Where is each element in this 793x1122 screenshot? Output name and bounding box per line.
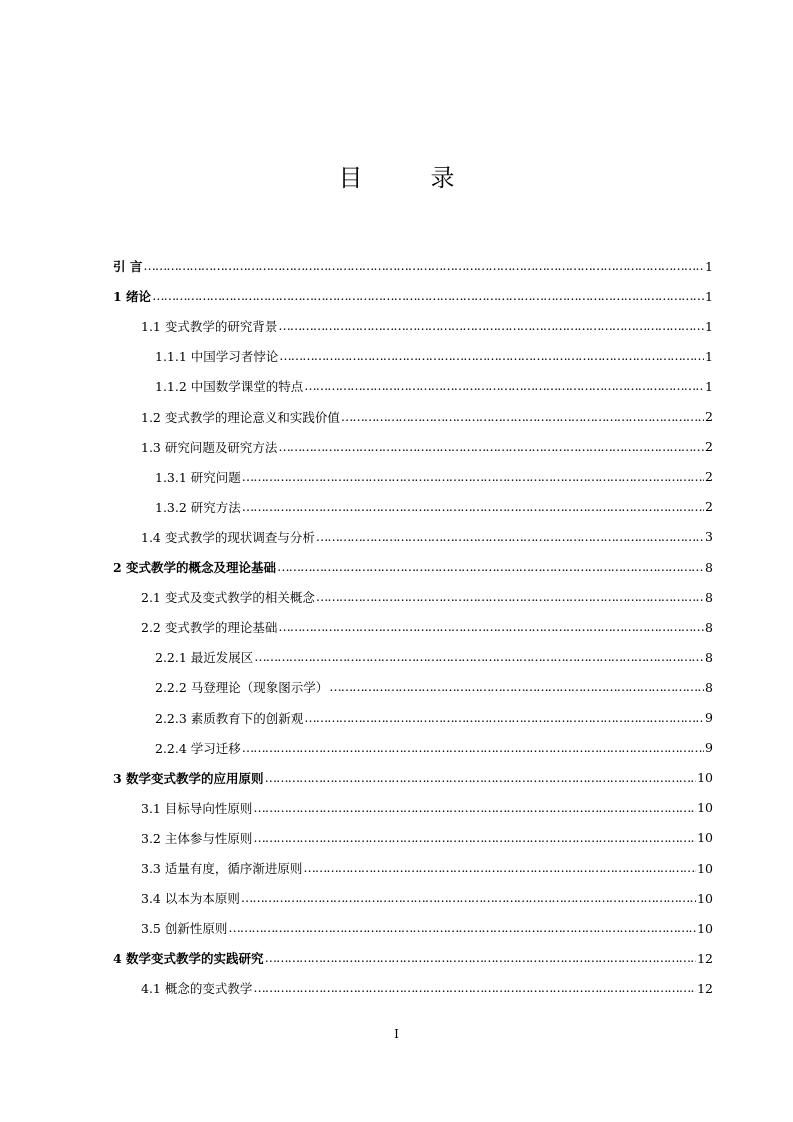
toc-leader-dots bbox=[329, 679, 704, 695]
footer-page-number: I bbox=[394, 1027, 399, 1041]
toc-entry[interactable] bbox=[113, 251, 713, 281]
toc-entry-page-number: 2 bbox=[705, 409, 713, 424]
toc-leader-dots bbox=[278, 318, 704, 334]
toc-entry[interactable] bbox=[155, 642, 713, 672]
toc-entry-label: 2.2.4 学习迁移 bbox=[155, 740, 241, 756]
toc-leader-dots bbox=[279, 348, 704, 364]
toc-entry-page-number: 8 bbox=[705, 559, 713, 575]
toc-entry[interactable] bbox=[113, 763, 713, 793]
toc-entry-label: 1.3.2 研究方法 bbox=[155, 499, 241, 515]
toc-entry-page-number: 10 bbox=[697, 860, 713, 876]
toc-entry[interactable] bbox=[113, 552, 713, 582]
toc-entry-page-number: 8 bbox=[705, 649, 713, 665]
toc-entry-label: 2.2.2 马登理论（现象图示学） bbox=[155, 680, 329, 696]
toc-entry-page-number: 12 bbox=[697, 980, 713, 996]
toc-entry-label: 2 变式教学的概念及理论基础 bbox=[113, 560, 277, 575]
toc-entry[interactable] bbox=[141, 522, 713, 552]
toc-entry-page-number: 1 bbox=[705, 348, 713, 364]
toc-entry-label: 1.4 变式教学的现状调查与分析 bbox=[141, 529, 315, 545]
toc-leader-dots bbox=[228, 920, 696, 936]
toc-entry-label: 2.2 变式教学的理论基础 bbox=[141, 620, 278, 636]
toc-entry[interactable] bbox=[155, 371, 713, 401]
toc-entry-page-number: 8 bbox=[705, 619, 713, 635]
toc-leader-dots bbox=[304, 710, 704, 726]
toc-entry[interactable] bbox=[141, 973, 713, 1003]
toc-entry-label: 4 数学变式教学的实践研究 bbox=[113, 951, 264, 967]
toc-leader-dots bbox=[242, 740, 704, 756]
page-title: 目 录 bbox=[338, 164, 477, 192]
toc-entry-page-number: 12 bbox=[697, 950, 713, 966]
toc-entry[interactable] bbox=[155, 341, 713, 371]
toc-entry[interactable] bbox=[113, 281, 713, 311]
toc-entry-label: 3.5 创新性原则 bbox=[141, 921, 228, 937]
toc-entry[interactable] bbox=[141, 823, 713, 853]
toc-leader-dots bbox=[253, 980, 696, 996]
toc-entry-page-number: 10 bbox=[697, 800, 713, 816]
toc-leader-dots bbox=[253, 830, 696, 846]
toc-entry-label: 1.1 变式教学的研究背景 bbox=[141, 319, 278, 335]
toc-entry-label: 4.1 概念的变式教学 bbox=[141, 981, 253, 997]
toc-leader-dots bbox=[278, 619, 704, 635]
toc-entry-label: 3.3 适量有度，循序渐进原则 bbox=[141, 861, 303, 876]
toc-entry[interactable] bbox=[141, 883, 713, 913]
toc-entry[interactable] bbox=[141, 582, 713, 612]
toc-entry-label: 1 绪论 bbox=[113, 289, 152, 305]
toc-entry[interactable] bbox=[141, 432, 713, 462]
toc-leader-dots bbox=[304, 378, 704, 394]
toc-entry-page-number: 1 bbox=[705, 378, 713, 394]
toc-entry-page-number: 3 bbox=[705, 529, 713, 545]
toc-entry-label: 引 言 bbox=[113, 259, 143, 274]
toc-entry-page-number: 9 bbox=[705, 740, 713, 756]
toc-entry[interactable] bbox=[141, 402, 713, 432]
toc-entry-page-number: 9 bbox=[705, 710, 713, 725]
toc-leader-dots bbox=[241, 890, 696, 906]
toc-entry[interactable] bbox=[141, 612, 713, 642]
toc-entry-page-number: 1 bbox=[705, 318, 713, 334]
toc-leader-dots bbox=[265, 770, 697, 786]
toc-entry[interactable] bbox=[155, 733, 713, 763]
toc-entry-page-number: 10 bbox=[697, 920, 713, 936]
toc-leader-dots bbox=[254, 649, 704, 665]
toc-entry-label: 1.3 研究问题及研究方法 bbox=[141, 439, 278, 455]
toc-leader-dots bbox=[278, 439, 704, 455]
toc-entry-page-number: 1 bbox=[705, 288, 713, 304]
toc-leader-dots bbox=[143, 258, 704, 274]
toc-entry-label: 1.3.1 研究问题 bbox=[155, 469, 241, 485]
toc-entry-page-number: 1 bbox=[705, 258, 713, 274]
toc-entry-page-number: 2 bbox=[705, 439, 713, 455]
toc-entry[interactable] bbox=[141, 793, 713, 823]
toc-entry-page-number: 2 bbox=[705, 499, 713, 515]
toc-entry-page-number: 10 bbox=[697, 770, 713, 786]
toc-leader-dots bbox=[316, 529, 704, 545]
toc-entry-page-number: 2 bbox=[705, 469, 713, 485]
toc-entry[interactable] bbox=[141, 853, 713, 883]
toc-leader-dots bbox=[242, 499, 704, 515]
toc-entry[interactable] bbox=[155, 672, 713, 702]
toc-entry-page-number: 10 bbox=[697, 830, 713, 846]
toc-entry-label: 1.1.2 中国数学课堂的特点 bbox=[155, 379, 304, 395]
toc-leader-dots bbox=[341, 409, 704, 425]
toc-entry-label: 1.2 变式教学的理论意义和实践价值 bbox=[141, 409, 340, 425]
toc-entry[interactable] bbox=[141, 913, 713, 943]
toc-entry-label: 2.1 变式及变式教学的相关概念 bbox=[141, 590, 315, 606]
toc-entry[interactable] bbox=[155, 492, 713, 522]
toc-entry-page-number: 8 bbox=[705, 679, 713, 695]
toc-leader-dots bbox=[242, 469, 704, 485]
toc-entry[interactable] bbox=[113, 943, 713, 973]
toc-entry-page-number: 8 bbox=[705, 589, 713, 605]
toc-entry-label: 2.2.3 素质教育下的创新观 bbox=[155, 710, 304, 726]
toc-entry[interactable] bbox=[141, 311, 713, 341]
toc-entry-label: 3.4 以本为本原则 bbox=[141, 891, 240, 907]
toc-entry-label: 2.2.1 最近发展区 bbox=[155, 650, 254, 666]
toc-entry-label: 1.1.1 中国学习者悖论 bbox=[155, 349, 279, 365]
toc-entry-label: 3.1 目标导向性原则 bbox=[141, 800, 253, 816]
toc-entry-page-number: 10 bbox=[697, 890, 713, 906]
toc-leader-dots bbox=[277, 559, 704, 575]
toc-leader-dots bbox=[316, 589, 704, 605]
toc-leader-dots bbox=[265, 950, 697, 966]
toc-leader-dots bbox=[253, 800, 696, 816]
toc-entry-label: 3.2 主体参与性原则 bbox=[141, 830, 253, 846]
toc-entry-label: 3 数学变式教学的应用原则 bbox=[113, 770, 264, 786]
toc-entry[interactable] bbox=[155, 703, 713, 733]
toc-leader-dots bbox=[152, 288, 704, 304]
toc-entry[interactable] bbox=[155, 462, 713, 492]
toc-leader-dots bbox=[303, 860, 696, 876]
